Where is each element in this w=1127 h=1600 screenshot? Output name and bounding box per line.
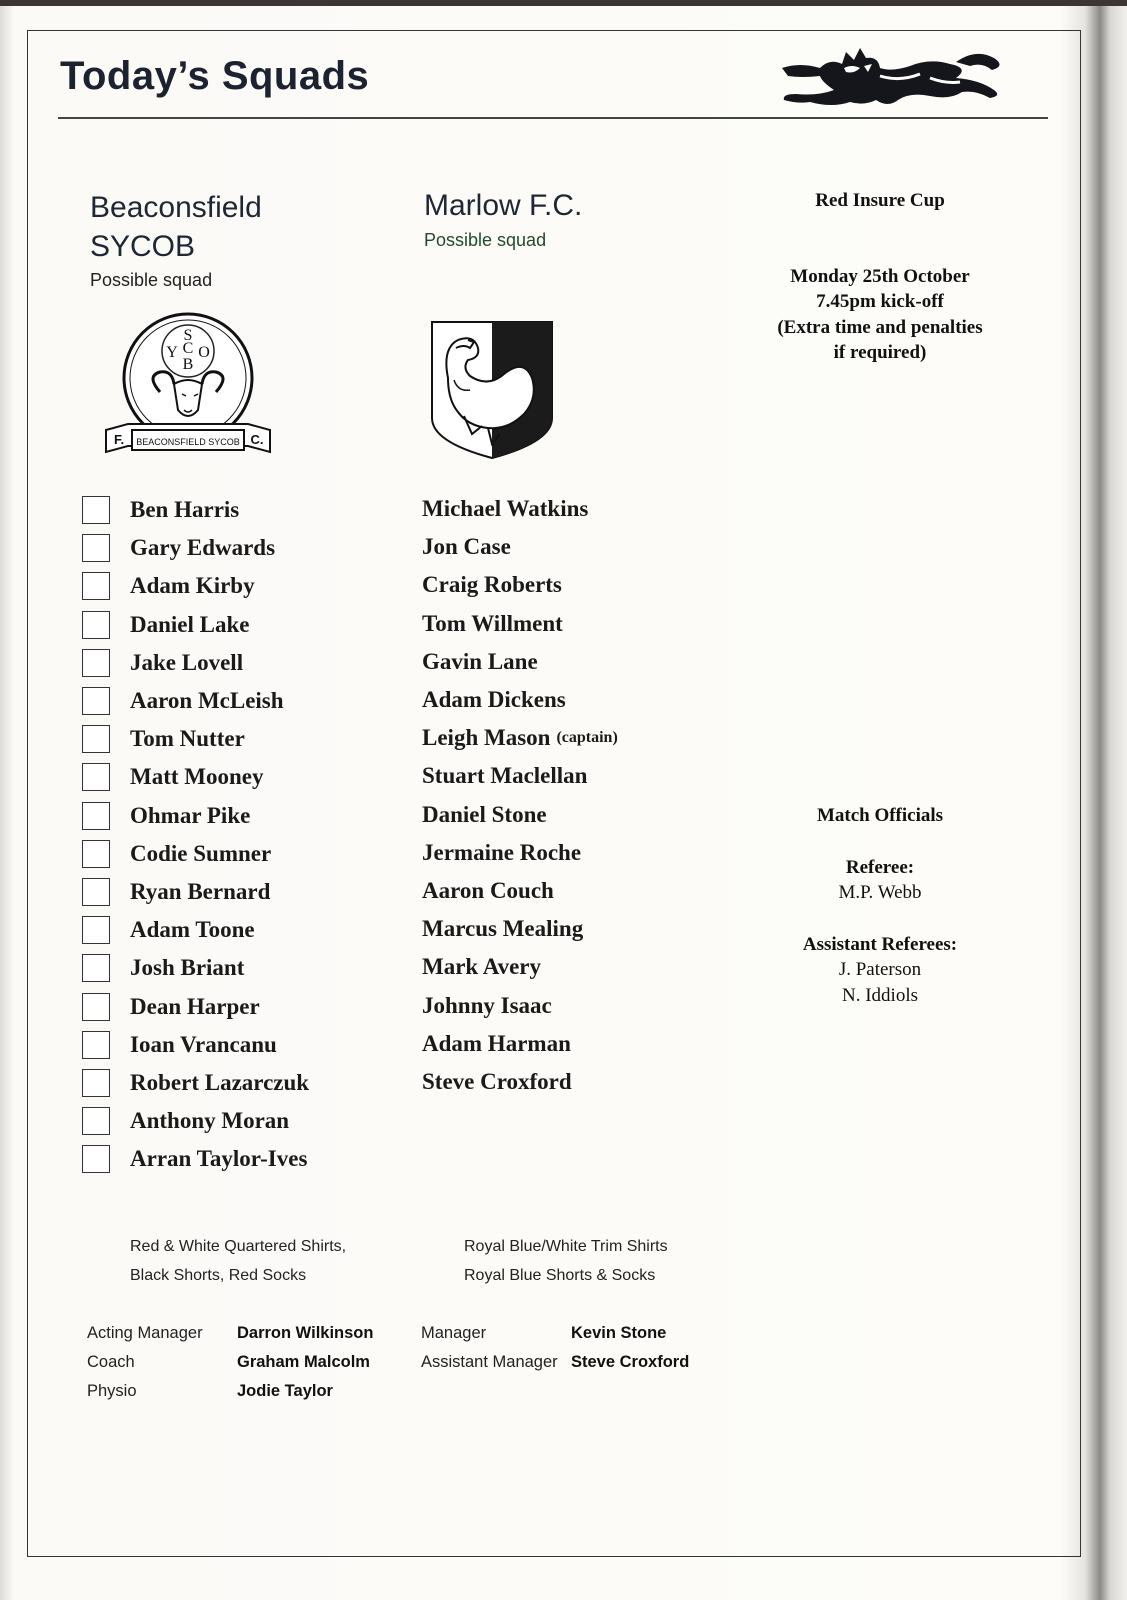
away-player-name: Adam Dickens: [422, 687, 566, 713]
home-player-row: [82, 720, 309, 758]
away-player-row: [422, 490, 618, 528]
captain-note: (captain): [556, 729, 618, 747]
home-player-row: [82, 911, 309, 949]
player-checkbox[interactable]: [82, 1145, 110, 1173]
assistant-referee-2: N. Iddiols: [842, 984, 918, 1006]
home-player-name: Ioan Vrancanu: [130, 1031, 277, 1057]
crest-banner-text: BEACONSFIELD SYCOB: [136, 437, 240, 447]
officials-heading: Match Officials: [816, 805, 944, 826]
player-checkbox[interactable]: [82, 687, 110, 715]
home-player-name: Ryan Bernard: [130, 878, 271, 904]
home-player-row: [82, 529, 309, 567]
player-checkbox[interactable]: [82, 878, 110, 906]
home-staff: [87, 1319, 373, 1406]
home-player-name: Gary Edwards: [130, 535, 276, 561]
player-checkbox[interactable]: [82, 763, 110, 791]
player-checkbox[interactable]: [82, 993, 110, 1021]
home-player-row: [82, 1140, 309, 1178]
home-player-row: [82, 491, 309, 529]
player-checkbox[interactable]: [82, 802, 110, 830]
staff-row: [87, 1319, 373, 1348]
away-player-row: [422, 910, 618, 948]
crest-letter-o: O: [198, 344, 210, 361]
home-player-row: [82, 949, 309, 987]
player-checkbox[interactable]: [82, 840, 110, 868]
away-player-name: Adam Harman: [422, 1030, 571, 1056]
away-player-row: [422, 1063, 618, 1101]
page-title: Today’s Squads: [60, 54, 370, 98]
staff-role: Coach: [87, 1353, 135, 1371]
player-checkbox[interactable]: [82, 611, 110, 639]
assistant-referees-label: Assistant Referees:: [802, 933, 958, 955]
home-player-name: Adam Kirby: [130, 573, 255, 599]
crest-letter-b: B: [182, 356, 194, 373]
assistant-referee-1: J. Paterson: [838, 959, 922, 980]
staff-name: Graham Malcolm: [237, 1353, 370, 1371]
away-player-name: Michael Watkins: [422, 496, 589, 522]
home-player-name: Matt Mooney: [130, 764, 264, 790]
away-player-row: [422, 681, 618, 719]
home-player-row: [82, 606, 309, 644]
home-player-row: [82, 797, 309, 835]
away-player-name: Stuart Maclellan: [422, 763, 588, 789]
away-player-row: [422, 948, 618, 986]
player-checkbox[interactable]: [82, 1107, 110, 1135]
kickoff-time: 7.45pm kick-off: [816, 291, 944, 312]
home-team-name: Beaconsfield SYCOB: [90, 191, 262, 263]
away-player-row: [422, 757, 618, 795]
player-checkbox[interactable]: [82, 572, 110, 600]
home-player-name: Jake Lovell: [130, 649, 244, 675]
lion-emblem-icon: [780, 38, 1010, 118]
home-player-row: [82, 682, 309, 720]
away-player-row: [422, 566, 618, 604]
player-checkbox[interactable]: [82, 649, 110, 677]
beaconsfield-sycob-crest: [102, 306, 274, 466]
home-player-name: Arran Taylor-Ives: [130, 1146, 308, 1172]
home-player-row: [82, 1102, 309, 1140]
crest-letter-y: Y: [166, 344, 178, 361]
away-player-row: [422, 719, 618, 757]
staff-name: Steve Croxford: [571, 1353, 690, 1371]
staff-name: Darron Wilkinson: [237, 1324, 374, 1342]
away-player-row: [422, 643, 618, 681]
home-player-row: [82, 567, 309, 605]
crest-banner-right: C.: [250, 432, 264, 447]
crest-letter-c: C: [182, 340, 194, 357]
away-player-row: [422, 796, 618, 834]
away-player-row: [422, 528, 618, 566]
home-kit: Red & White Quartered Shirts, Black Shorts, Red Socks: [130, 1238, 347, 1284]
extra-time-note-1: (Extra time and penalties: [777, 316, 983, 338]
away-player-name: Aaron Couch: [422, 877, 554, 903]
away-player-row: [422, 986, 618, 1024]
away-team-name: Marlow F.C.: [424, 189, 583, 222]
staff-row: [87, 1377, 373, 1406]
marlow-fc-crest: [428, 318, 556, 460]
extra-time-note-2: if required): [833, 342, 927, 363]
home-player-name: Ben Harris: [130, 497, 240, 523]
home-player-name: Daniel Lake: [130, 611, 250, 637]
home-player-name: Adam Toone: [130, 917, 255, 943]
away-player-name: Tom Willment: [422, 610, 563, 636]
staff-row: [421, 1348, 689, 1377]
home-player-row: [82, 644, 309, 682]
home-player-name: Tom Nutter: [130, 726, 245, 752]
staff-role: Physio: [87, 1382, 137, 1400]
away-squad-subtitle: Possible squad: [424, 230, 547, 250]
home-player-row: [82, 873, 309, 911]
away-player-row: [422, 834, 618, 872]
home-player-list: [82, 491, 309, 1178]
home-player-name: Anthony Moran: [130, 1108, 290, 1134]
home-player-row: [82, 758, 309, 796]
page-top-edge: [0, 0, 1127, 6]
away-player-row: [422, 605, 618, 643]
staff-name: Jodie Taylor: [237, 1382, 333, 1400]
staff-row: [87, 1348, 373, 1377]
away-player-name: Leigh Mason: [422, 725, 551, 751]
home-player-name: Dean Harper: [130, 993, 260, 1019]
away-player-name: Mark Avery: [422, 954, 542, 980]
home-player-name: Codie Sumner: [130, 840, 272, 866]
staff-row: [421, 1319, 689, 1348]
away-player-name: Gavin Lane: [422, 648, 538, 674]
away-player-name: Daniel Stone: [422, 801, 547, 827]
away-player-name: Jermaine Roche: [422, 839, 582, 865]
away-kit: Royal Blue/White Trim Shirts Royal Blue Shorts & Socks: [464, 1238, 668, 1284]
home-player-name: Ohmar Pike: [130, 802, 251, 828]
away-player-row: [422, 872, 618, 910]
home-player-row: [82, 835, 309, 873]
staff-role: Manager: [421, 1324, 487, 1342]
match-officials: [755, 803, 1005, 1008]
referee-label: Referee:: [845, 856, 915, 878]
match-info: [755, 188, 1005, 366]
staff-role: Acting Manager: [87, 1324, 203, 1342]
player-checkbox[interactable]: [82, 725, 110, 753]
away-player-name: Marcus Mealing: [422, 916, 584, 942]
away-staff: [421, 1319, 689, 1377]
home-player-name: Robert Lazarczuk: [130, 1069, 310, 1095]
away-player-name: Craig Roberts: [422, 572, 562, 598]
away-player-name: Johnny Isaac: [422, 992, 552, 1018]
away-player-name: Steve Croxford: [422, 1068, 572, 1094]
competition-name: Red Insure Cup: [815, 190, 945, 211]
staff-name: Kevin Stone: [571, 1324, 667, 1342]
player-checkbox[interactable]: [82, 496, 110, 524]
staff-role: Assistant Manager: [421, 1353, 558, 1371]
match-date: Monday 25th October: [790, 265, 970, 287]
player-checkbox[interactable]: [82, 1069, 110, 1097]
crest-banner-left: F.: [113, 432, 125, 447]
home-player-row: [82, 1026, 309, 1064]
player-checkbox[interactable]: [82, 1031, 110, 1059]
away-player-row: [422, 1025, 618, 1063]
away-player-name: Jon Case: [422, 534, 511, 560]
home-player-row: [82, 987, 309, 1025]
referee-name: M.P. Webb: [838, 882, 922, 903]
player-checkbox[interactable]: [82, 954, 110, 982]
home-squad-subtitle: Possible squad: [90, 270, 213, 290]
home-player-row: [82, 1064, 309, 1102]
away-player-list: [422, 490, 618, 1101]
player-checkbox[interactable]: [82, 534, 110, 562]
crest-letter-s: S: [183, 327, 193, 344]
home-player-name: Josh Briant: [130, 955, 245, 981]
player-checkbox[interactable]: [82, 916, 110, 944]
home-player-name: Aaron McLeish: [130, 688, 284, 714]
